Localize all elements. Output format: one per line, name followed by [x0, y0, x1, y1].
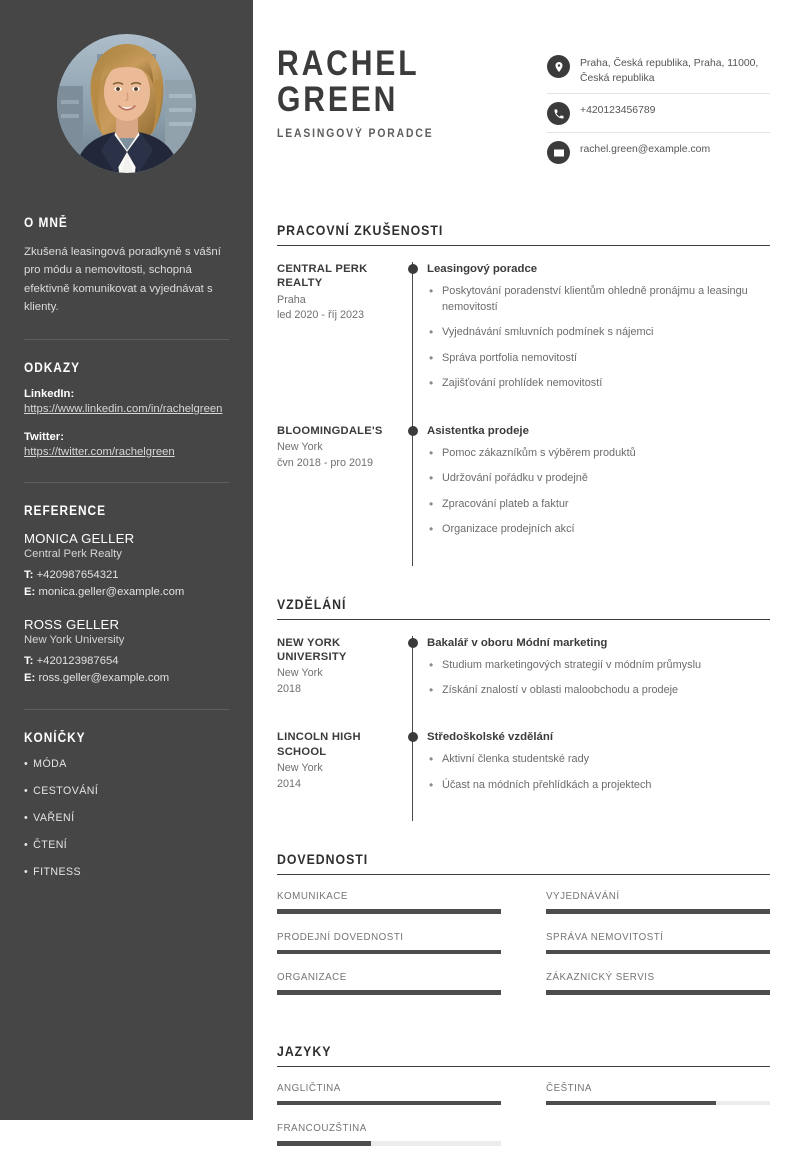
about-section: [24, 215, 229, 317]
entry-role: Středoškolské vzdělání: [427, 731, 553, 744]
skill-track: [277, 909, 501, 914]
experience-entry: [277, 424, 770, 566]
entry-dates: led 2020 - říj 2023: [277, 309, 365, 322]
contact-row-address: [547, 54, 770, 94]
hobby-item: [24, 812, 229, 824]
bullet-item: • Účast na módních přehlídkách a projektech: [427, 778, 770, 793]
reference-email: [24, 670, 229, 687]
education-heading-text: VZDĚLÁNÍ: [277, 595, 347, 612]
skill-label: SPRÁVA NEMOVITOSTÍ: [546, 931, 664, 943]
entry-bullets: [427, 284, 770, 391]
about-heading: O MNĚ: [24, 215, 68, 230]
reference-phone: [24, 567, 229, 584]
hobbies-section: [24, 730, 229, 878]
skills-section: [277, 851, 770, 1013]
timeline-line: [412, 730, 413, 821]
reference-phone-label: T:: [24, 654, 34, 667]
entry-dates: 2018: [277, 682, 302, 695]
bullet-item: • Studium marketingových strategií v módním průmyslu: [427, 658, 770, 673]
timeline-marker: [401, 262, 427, 419]
link-url-twitter[interactable]: https://twitter.com/rachelgreen: [24, 445, 175, 458]
language-item: [277, 1123, 501, 1146]
envelope-icon: [547, 141, 570, 164]
link-item-linkedin: [24, 388, 229, 417]
language-fill: [546, 1101, 716, 1106]
languages-section: [277, 1043, 770, 1164]
timeline-dot-icon: [408, 732, 418, 742]
experience-heading-text: PRACOVNÍ ZKUŠENOSTI: [277, 222, 444, 239]
education-entry: [277, 636, 770, 727]
bullet-item: • Zpracování plateb a faktur: [427, 497, 770, 512]
links-section: [24, 360, 229, 460]
link-label: Twitter:: [24, 430, 64, 443]
contact-row-email: [547, 140, 770, 171]
about-text: Zkušená leasingová poradkyně s vášní pro módu a nemovitosti, schopná efektivně komunikovat a vyjednávat s klienty.: [24, 246, 221, 314]
entry-bullets: [427, 446, 770, 538]
resume-header: [277, 36, 770, 178]
skills-heading-text: DOVEDNOSTI: [277, 851, 369, 868]
hobby-label: VAŘENÍ: [33, 811, 75, 824]
skill-track: [277, 950, 501, 955]
sidebar-divider-2: [24, 482, 229, 483]
language-item: [546, 1083, 770, 1106]
bullet-item: • Získání znalostí v oblasti maloobchodu a prodeje: [427, 683, 770, 698]
education-section: [277, 596, 770, 822]
hobby-label: ČTENÍ: [33, 838, 68, 851]
skill-item: [546, 972, 770, 995]
skill-track: [546, 909, 770, 914]
skill-label: ZÁKAZNICKÝ SERVIS: [546, 972, 655, 984]
reference-phone: [24, 653, 229, 670]
entry-dates: 2014: [277, 777, 302, 790]
location-pin-icon: [547, 55, 570, 78]
bullet-item: • Správa portfolia nemovitostí: [427, 351, 770, 366]
skill-item: [277, 972, 501, 995]
bullet-icon: •: [24, 757, 29, 770]
hobby-label: CESTOVÁNÍ: [33, 784, 99, 797]
skill-item: [277, 932, 501, 955]
entry-org: CENTRAL PERK REALTY: [277, 263, 368, 290]
bullet-item: • Zajišťování prohlídek nemovitostí: [427, 376, 770, 391]
entry-meta: [277, 424, 401, 566]
contact-email: rachel.green@example.com: [580, 144, 711, 156]
hobby-label: FITNESS: [33, 865, 82, 878]
link-item-twitter: [24, 431, 229, 460]
entry-body: [427, 730, 770, 821]
entry-bullets: [427, 752, 770, 793]
entry-role: Bakalář v oboru Módní marketing: [427, 636, 608, 649]
bullet-icon: •: [24, 865, 29, 878]
bullet-icon: •: [24, 784, 29, 797]
entry-role: Asistentka prodeje: [427, 424, 529, 437]
entry-body: [427, 636, 770, 727]
link-label: LinkedIn:: [24, 387, 75, 400]
job-title: LEASINGOVÝ PORADCE: [277, 127, 434, 140]
sidebar-divider-1: [24, 339, 229, 340]
reference-email: [24, 584, 229, 601]
entry-org: NEW YORK UNIVERSITY: [277, 636, 347, 663]
entry-meta: [277, 636, 401, 727]
references-heading: REFERENCE: [24, 502, 106, 518]
identity-block: [277, 36, 547, 140]
languages-heading-text: JAZYKY: [277, 1042, 332, 1059]
sidebar: [0, 0, 253, 1120]
phone-icon: [547, 102, 570, 125]
language-label: ČEŠTINA: [546, 1082, 592, 1094]
profile-photo-image: [57, 34, 196, 173]
timeline-dot-icon: [408, 264, 418, 274]
language-fill: [277, 1141, 371, 1146]
first-name: RACHEL: [277, 44, 420, 83]
reference-item: [24, 617, 229, 687]
reference-email-value: ross.geller@example.com: [38, 671, 170, 684]
entry-location: New York: [277, 762, 323, 775]
references-section: [24, 503, 229, 687]
language-track: [546, 1101, 770, 1106]
reference-org: Central Perk Realty: [24, 547, 122, 560]
reference-item: [24, 531, 229, 601]
entry-bullets: [427, 658, 770, 699]
profile-photo: [57, 34, 196, 173]
contact-address: Praha, Česká republika, Praha, 11000, Česká republika: [580, 58, 759, 85]
reference-phone-value: +420987654321: [36, 568, 119, 581]
timeline-marker: [401, 636, 427, 727]
timeline-line: [412, 424, 413, 566]
profile-photo-wrap: [24, 34, 229, 173]
skill-item: [277, 891, 501, 914]
entry-location: New York: [277, 440, 323, 453]
languages-heading: [277, 1043, 770, 1067]
language-item: [277, 1083, 501, 1106]
skill-fill: [277, 950, 501, 955]
bullet-item: • Poskytování poradenství klientům ohledně pronájmu a leasingu nemovitostí: [427, 284, 770, 315]
timeline-marker: [401, 730, 427, 821]
reference-name: ROSS GELLER: [24, 616, 120, 632]
education-heading: [277, 596, 770, 620]
languages-grid: [277, 1083, 770, 1164]
timeline-line: [412, 262, 413, 433]
hobby-item: [24, 785, 229, 797]
hobby-item: [24, 866, 229, 878]
bullet-item: • Udržování pořádku v prodejně: [427, 471, 770, 486]
bullet-item: • Pomoc zákazníkům s výběrem produktů: [427, 446, 770, 461]
hobby-item: [24, 758, 229, 770]
reference-phone-value: +420123987654: [36, 654, 119, 667]
timeline-line: [412, 636, 413, 741]
reference-email-value: monica.geller@example.com: [38, 585, 185, 598]
reference-phone-label: T:: [24, 568, 34, 581]
language-label: ANGLIČTINA: [277, 1082, 341, 1094]
contact-phone: +420123456789: [580, 105, 656, 117]
skill-fill: [546, 950, 770, 955]
entry-role: Leasingový poradce: [427, 263, 538, 276]
skill-fill: [546, 909, 770, 914]
language-track: [277, 1141, 501, 1146]
bullet-item: • Organizace prodejních akcí: [427, 522, 770, 537]
reference-email-label: E:: [24, 585, 36, 598]
entry-meta: [277, 262, 401, 419]
skills-grid: [277, 891, 770, 1013]
contact-list: [547, 36, 770, 178]
skill-fill: [546, 990, 770, 995]
link-url-linkedin[interactable]: https://www.linkedin.com/in/rachelgreen: [24, 402, 223, 415]
bullet-icon: •: [24, 838, 29, 851]
skill-fill: [277, 990, 501, 995]
hobby-item: [24, 839, 229, 851]
hobby-label: MÓDA: [33, 757, 67, 770]
bullet-item: • Aktivní členka studentské rady: [427, 752, 770, 767]
education-entry: [277, 730, 770, 821]
bullet-item: • Vyjednávání smluvních podmínek s nájemci: [427, 325, 770, 340]
reference-org: New York University: [24, 633, 125, 646]
entry-meta: [277, 730, 401, 821]
entry-location: Praha: [277, 293, 306, 306]
entry-dates: čvn 2018 - pro 2019: [277, 456, 374, 469]
reference-email-label: E:: [24, 671, 36, 684]
skill-item: [546, 891, 770, 914]
sidebar-divider-3: [24, 709, 229, 710]
contact-row-phone: [547, 101, 770, 133]
skill-label: ORGANIZACE: [277, 972, 347, 984]
entry-body: [427, 262, 770, 419]
timeline-marker: [401, 424, 427, 566]
entry-body: [427, 424, 770, 566]
skill-track: [546, 990, 770, 995]
skill-label: VYJEDNÁVÁNÍ: [546, 891, 620, 903]
links-heading: ODKAZY: [24, 359, 80, 375]
main-content: [253, 0, 794, 1135]
reference-name: MONICA GELLER: [24, 530, 135, 546]
language-fill: [277, 1101, 501, 1106]
skill-item: [546, 932, 770, 955]
skill-label: PRODEJNÍ DOVEDNOSTI: [277, 931, 404, 943]
hobbies-heading: KONÍČKY: [24, 729, 86, 745]
experience-entry: [277, 262, 770, 419]
bullet-icon: •: [24, 811, 29, 824]
skill-label: KOMUNIKACE: [277, 891, 348, 903]
language-track: [277, 1101, 501, 1106]
timeline-dot-icon: [408, 426, 418, 436]
timeline-dot-icon: [408, 638, 418, 648]
skill-fill: [277, 909, 501, 914]
language-label: FRANCOUZŠTINA: [277, 1123, 367, 1135]
skill-track: [277, 990, 501, 995]
experience-heading: [277, 222, 770, 246]
hobbies-list: [24, 758, 229, 878]
skill-track: [546, 950, 770, 955]
entry-org: BLOOMINGDALE'S: [277, 424, 383, 437]
experience-section: [277, 222, 770, 565]
skills-heading: [277, 851, 770, 875]
last-name: GREEN: [277, 80, 399, 120]
entry-org: LINCOLN HIGH SCHOOL: [277, 731, 361, 758]
entry-location: New York: [277, 667, 323, 680]
